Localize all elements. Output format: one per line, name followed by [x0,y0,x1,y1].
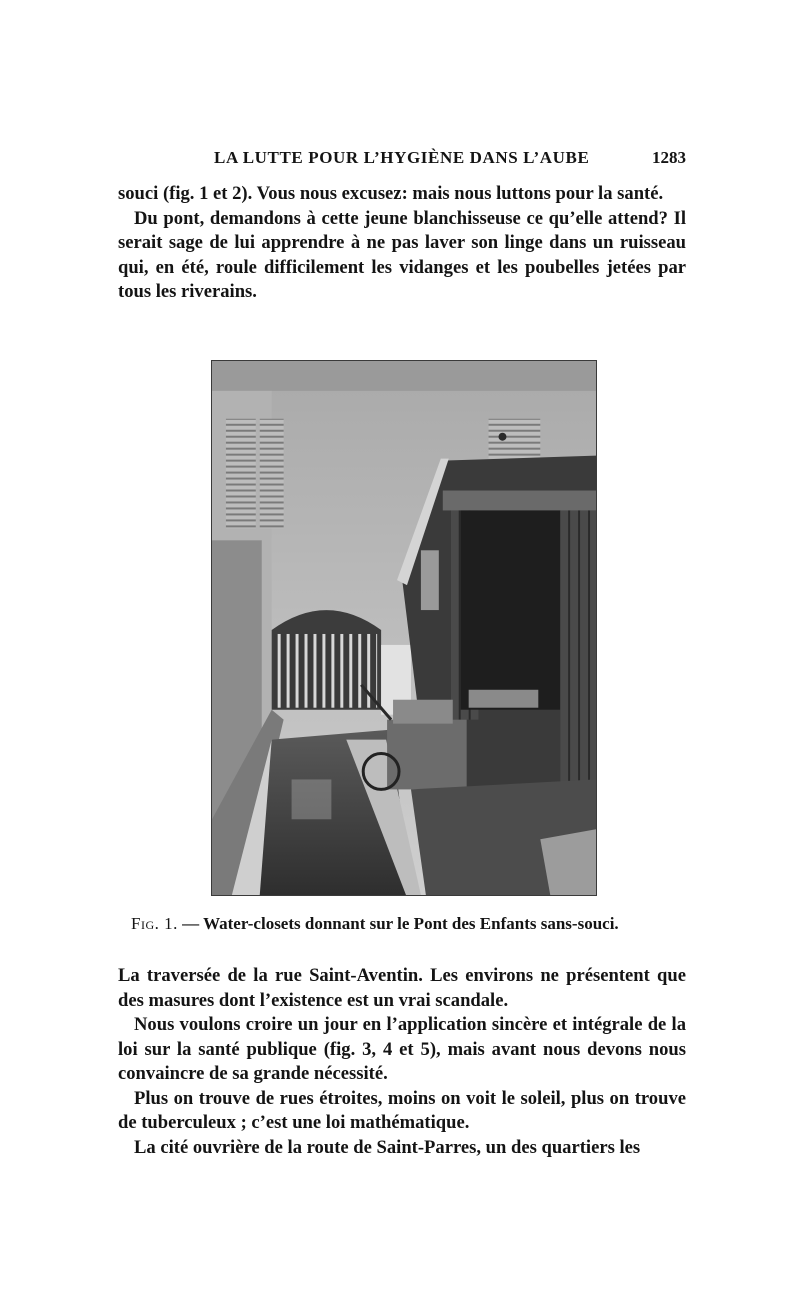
paragraph: La traversée de la rue Saint-Aventin. Les environs ne présentent que des masures dont l’existence est un vrai scandale. [118,965,686,1011]
paragraph: La cité ouvrière de la route de Saint-Parres, un des quartiers les [134,1136,641,1158]
caption-text: Water-closets donnant sur le Pont des Enfants sans-souci. [203,914,619,933]
paragraph: Nous voulons croire un jour en l’application sincère et intégrale de la loi sur la santé publique (fig. 3, 4 et 5), mais avant nous devons nous convaincre de sa grande nécessité. [118,1014,686,1084]
paragraph: Du pont, demandons à cette jeune blanchisseuse ce qu’elle attend? Il serait sage de lui apprendre à ne pas laver son linge dans un ruisseau qui, en été, roule difficilement les vidanges et les poubelles jetées par tous les riverains. [118,207,686,302]
paragraph: Plus on trouve de rues étroites, moins on voit le soleil, plus on trouve de tuberculeux ; c’est une loi mathématique. [118,1087,686,1133]
body-text-top [118,182,686,305]
running-header [118,148,686,172]
page-number: 1283 [652,148,686,167]
caption-separator: — [182,914,200,933]
figure-photograph [211,360,597,896]
courtyard-photo [212,361,596,895]
body-text-bottom [118,964,686,1160]
paragraph: souci (fig. 1 et 2). Vous nous excusez: mais nous luttons pour la santé. [118,183,664,204]
figure-label: Fig. 1. [131,914,178,933]
figure-caption [131,914,691,934]
running-title: LA LUTTE POUR L’HYGIÈNE DANS L’AUBE [214,148,590,167]
